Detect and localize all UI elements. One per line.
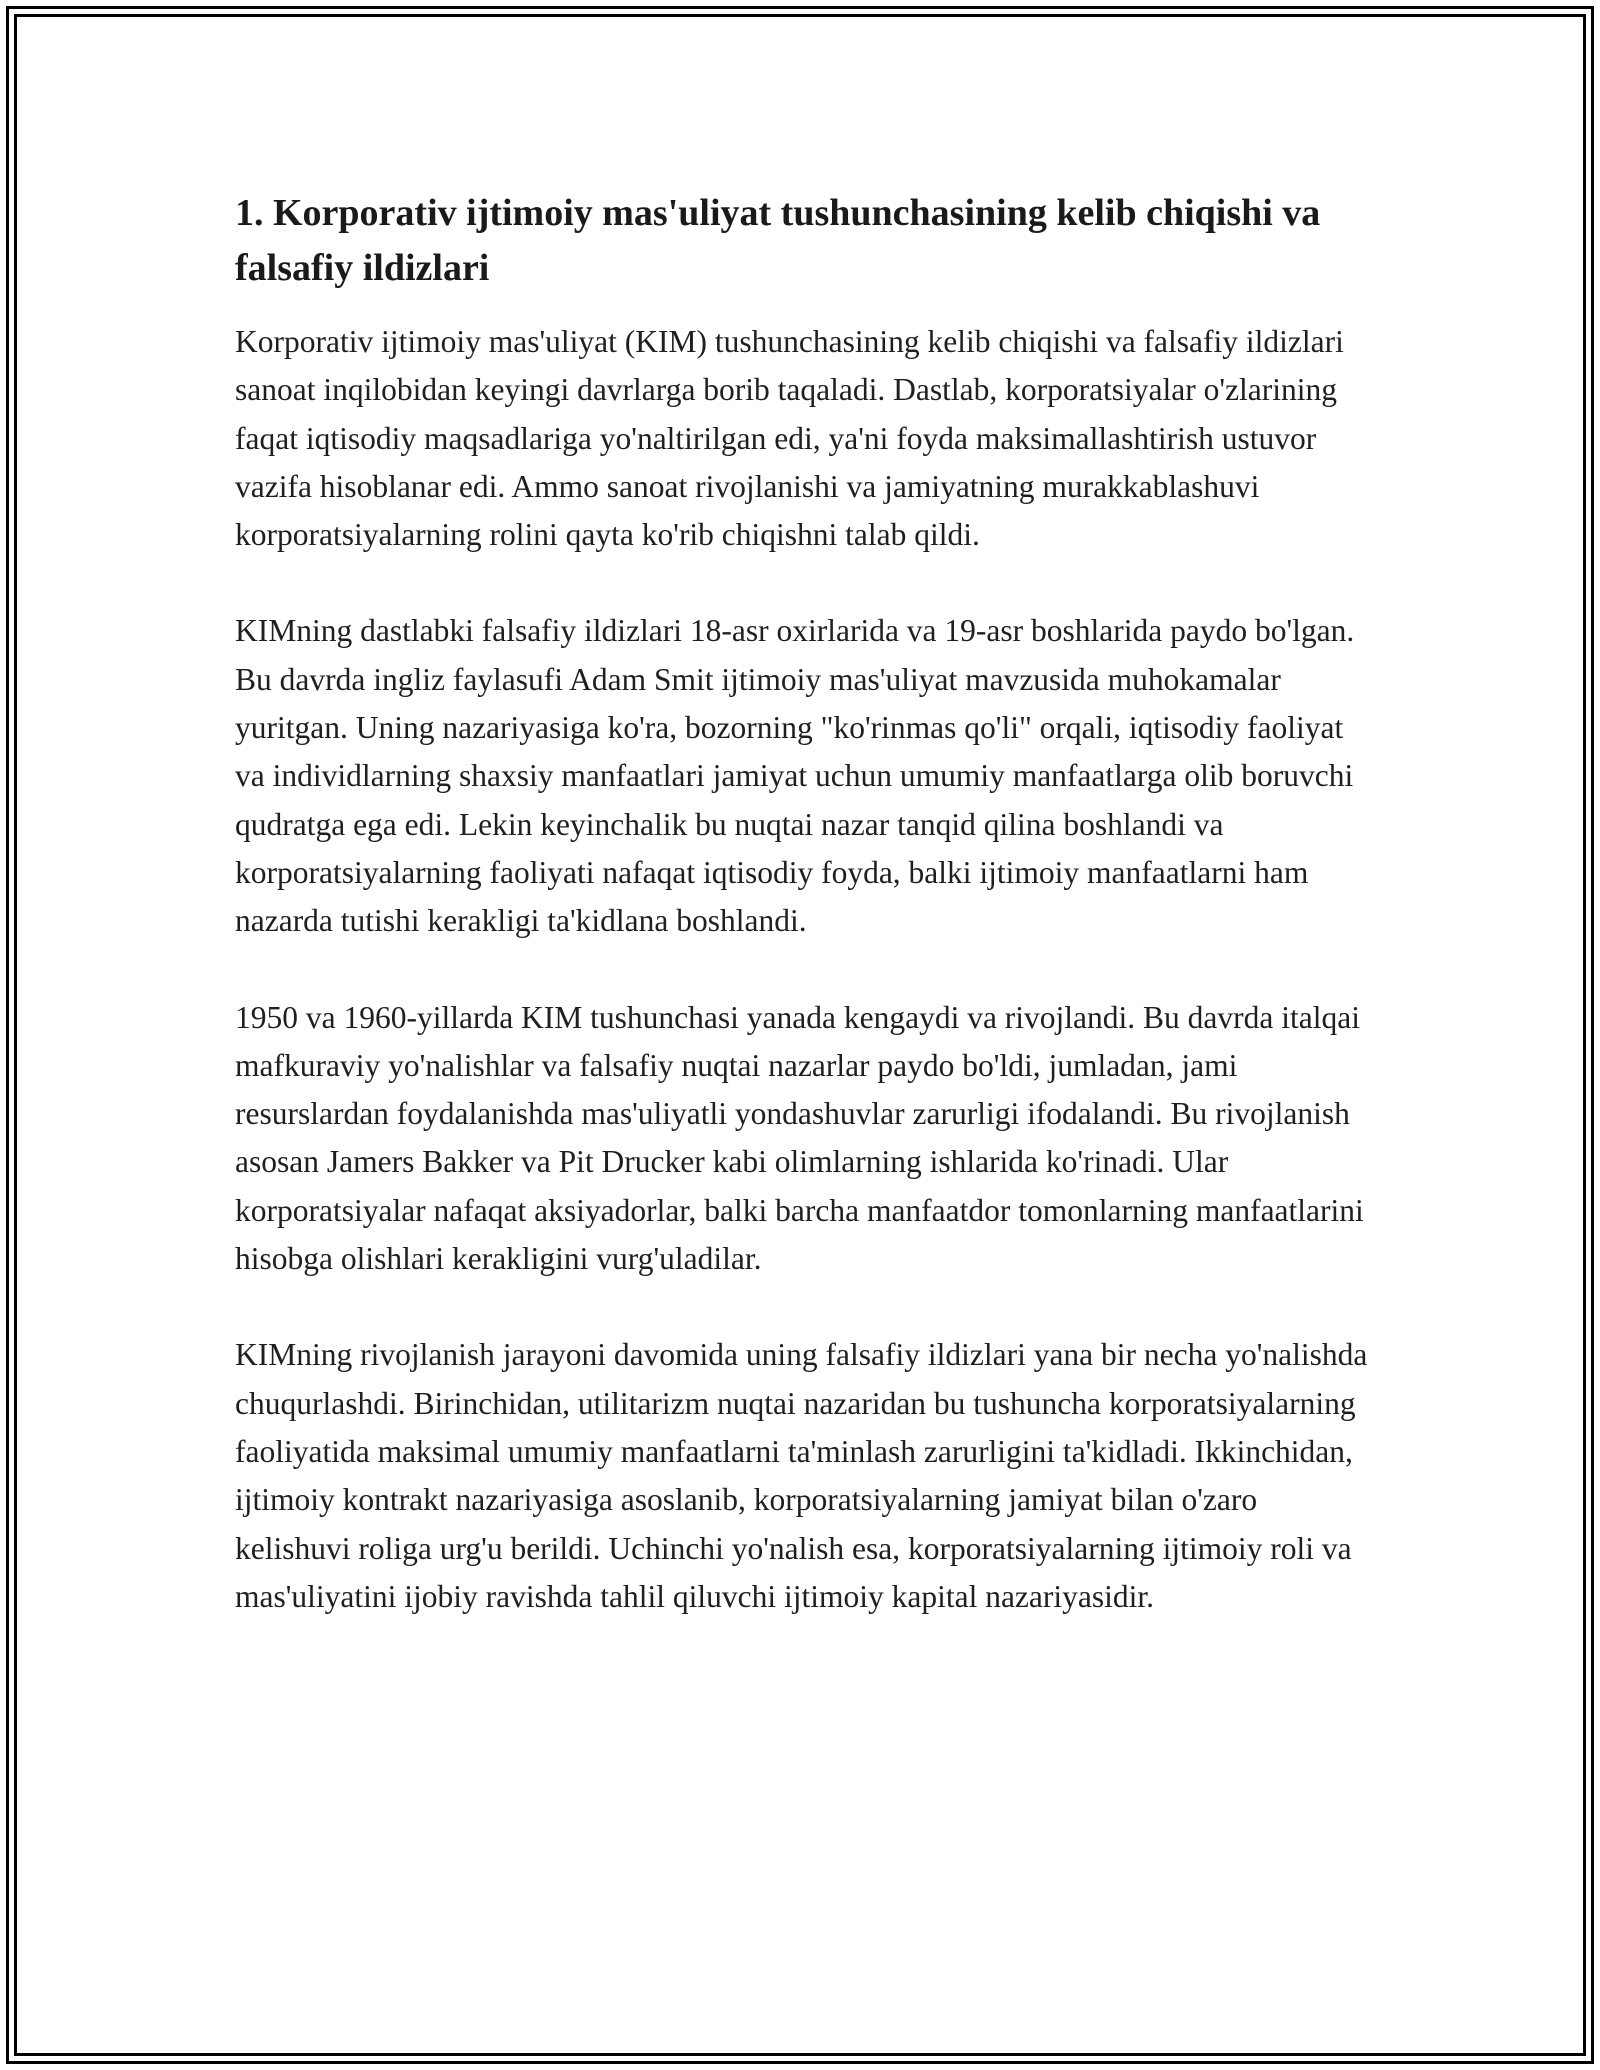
paragraph-2: KIMning dastlabki falsafiy ildizlari 18-asr oxirlarida va 19-asr boshlarida paydo bo'lgan. Bu davrda ingliz faylasufi Adam Smit ijtimoiy mas'uliyat mavzusida muhokamalar yuritgan. Uning nazariyasiga ko'ra, bozorning "ko'rinmas qo'li" orqali, iqtisodiy faoliyat va individlarning shaxsiy manfaatlari jamiyat uchun umumiy manfaatlarga olib boruvchi qudratga ega edi. Lekin keyinchalik bu nuqtai nazar tanqid qilina boshlandi va korporatsiyalarning faoliyati nafaqat iqtisodiy foyda, balki ijtimoiy manfaatlarni ham nazarda tutishi kerakligi ta'kidlana boshlandi. [235, 613, 1355, 939]
section-heading: 1. Korporativ ijtimoiy mas'uliyat tushunchasining kelib chiqishi va falsafiy ildizlari [235, 192, 1321, 289]
paragraph-1: Korporativ ijtimoiy mas'uliyat (KIM) tushunchasining kelib chiqishi va falsafiy ildizlari sanoat inqilobidan keyingi davrlarga borib taqaladi. Dastlab, korporatsiyalar o'zlarining faqat iqtisodiy maqsadlariga yo'naltirilgan edi, ya'ni foyda maksimallashtirish ustuvor vazifa hisoblanar edi. Ammo sanoat rivojlanishi va jamiyatning murakkablashuvi korporatsiyalarning rolini qayta ko'rib chiqishni talab qildi. [235, 324, 1344, 553]
paragraph-3: 1950 va 1960-yillarda KIM tushunchasi yanada kengaydi va rivojlandi. Bu davrda italqai mafkuraviy yo'nalishlar va falsafiy nuqtai nazarlar paydo bo'ldi, jumladan, jami resurslardan foydalanishda mas'uliyatli yondashuvlar zarurligi ifodalandi. Bu rivojlanish asosan Jamers Bakker va Pit Drucker kabi olimlarning ishlarida ko'rinadi. Ular korporatsiyalar nafaqat aksiyadorlar, balki barcha manfaatdor tomonlarning manfaatlarini hisobga olishlari kerakligini vurg'uladilar. [235, 999, 1364, 1277]
paragraph-4: KIMning rivojlanish jarayoni davomida uning falsafiy ildizlari yana bir necha yo'nalishda chuqurlashdi. Birinchidan, utilitarizm nuqtai nazaridan bu tushuncha korporatsiyalarning faoliyatida maksimal umumiy manfaatlarni ta'minlash zarurligini ta'kidladi. Ikkinchidan, ijtimoiy kontrakt nazariyasiga asoslanib, korporatsiyalarning jamiyat bilan o'zaro kelishuvi roliga urg'u berildi. Uchinchi yo'nalish esa, korporatsiyalarning ijtimoiy roli va mas'uliyatini ijobiy ravishda tahlil qiluvchi ijtimoiy kapital nazariyasidir. [235, 1337, 1368, 1614]
document-body [235, 186, 1375, 1669]
